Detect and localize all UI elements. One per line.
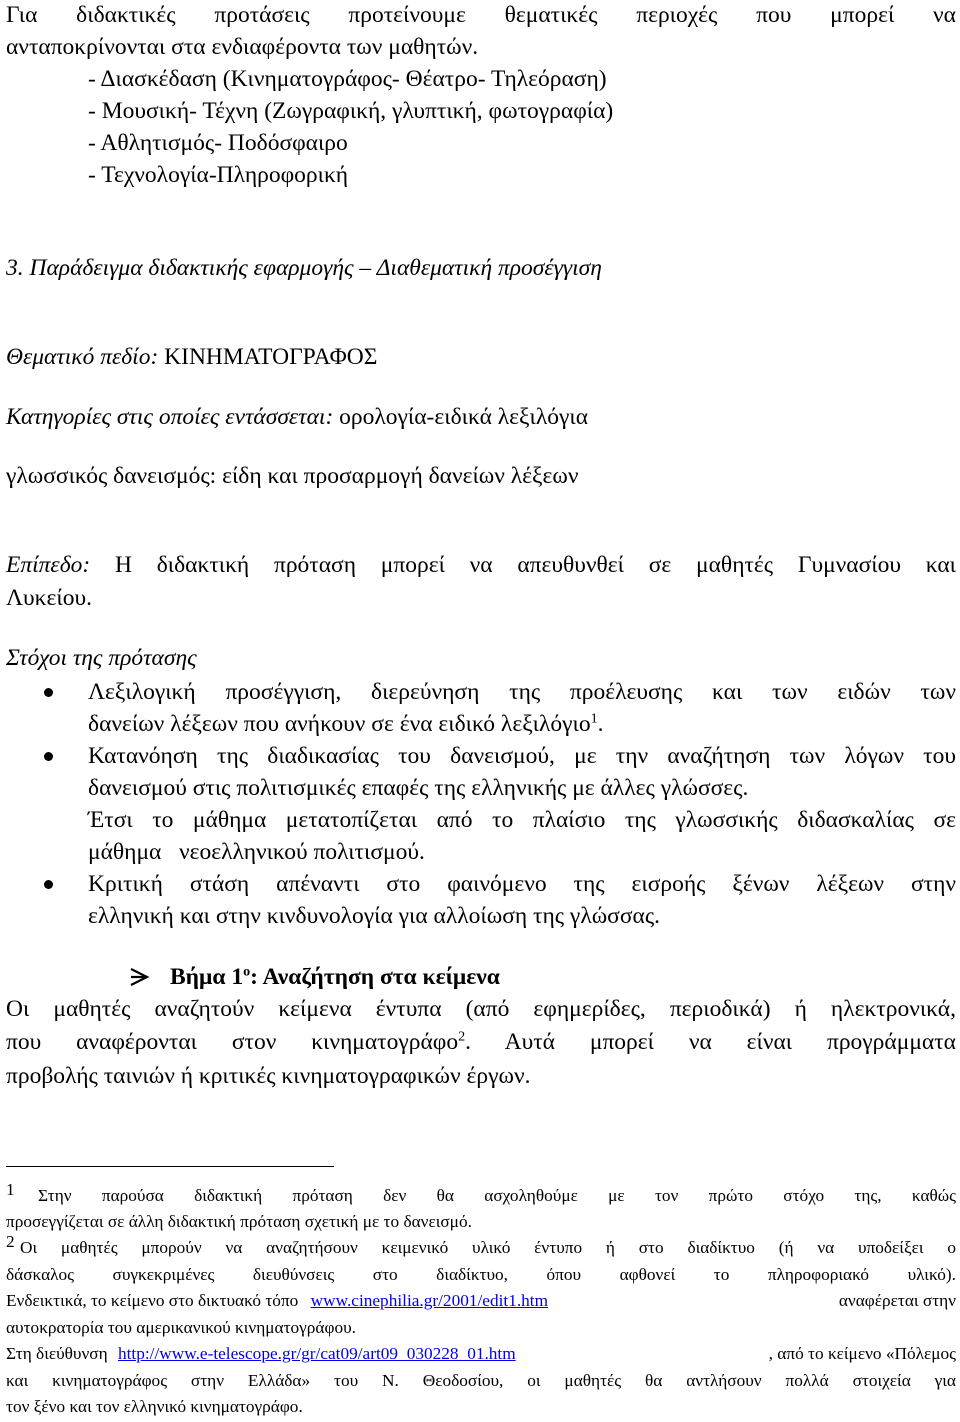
goal-3-line-2: ελληνική και στην κινδυνολογία για αλλοίωση της γλώσσας. xyxy=(88,903,661,929)
bullet-icon xyxy=(44,688,53,697)
footnote-ref-1: 1 xyxy=(590,710,598,727)
topic-item: - Μουσική- Τέχνη (Ζωγραφική, γλυπτική, φωτογραφία) xyxy=(88,98,614,124)
footnote-2-line-2: δάσκαλος συγκεκριμένες διευθύνσεις στο διαδίκτυο, όπου αφθονεί το πληροφοριακό υλικό). xyxy=(6,1265,956,1284)
e-telescope-link[interactable]: http://www.e-telescope.gr/gr/cat09/art09_030228_01.htm xyxy=(117,1344,516,1363)
categories-line xyxy=(6,402,588,432)
level-label: Επίπεδο: xyxy=(6,552,91,578)
goals-heading: Στόχοι της πρότασης xyxy=(6,645,197,671)
goal-2-line-4: μάθημα νεοελληνικού πολιτισμού. xyxy=(88,839,425,865)
footnote-2-line-4: αυτοκρατορία του αμερικανικού κινηματογράφου. xyxy=(6,1318,356,1337)
bullet-icon xyxy=(44,880,53,889)
step-title: : Αναζήτηση στα κείμενα xyxy=(250,964,500,990)
footnote-2-line-6: και κινηματογράφος στην Ελλάδα» του Ν. Θεοδοσίου, οι μαθητές θα αντλήσουν πολλά στοιχεία για xyxy=(6,1371,956,1390)
footnote-1-line-1: Στην παρούσα διδακτική πρόταση δεν θα ασχοληθούμε με τον πρώτο στόχο της, καθώς xyxy=(38,1186,956,1205)
field-label: Θεματικό πεδίο: xyxy=(6,344,159,370)
goal-3-line-1: Κριτική στάση απέναντι στο φαινόμενο της εισροής ξένων λέξεων στην xyxy=(88,871,956,897)
topic-item: - Αθλητισμός- Ποδόσφαιρο xyxy=(88,130,348,156)
intro-line-1: Για διδακτικές προτάσεις προτείνουμε θεματικές περιοχές που μπορεί να xyxy=(6,2,956,28)
step-1-line-1: Οι μαθητές αναζητούν κείμενα έντυπα (από εφημερίδες, περιοδικά) ή ηλεκτρονικά, xyxy=(6,996,956,1022)
level-value: Η διδακτική πρόταση μπορεί να απευθυνθεί σε μαθητές Γυμνασίου και xyxy=(114,552,957,578)
footnote-2-text: Στη διεύθυνση xyxy=(6,1344,108,1363)
step-ordinal: ο xyxy=(243,963,251,980)
step-1-text-b: . Αυτά μπορεί να είναι προγράμματα xyxy=(465,1029,956,1055)
step-1-line-2 xyxy=(6,1027,956,1057)
cinephilia-link[interactable]: www.cinephilia.gr/2001/edit1.htm xyxy=(310,1291,549,1310)
footnote-ref-2: 2 xyxy=(458,1028,466,1045)
categories-label: Κατηγορίες στις οποίες εντάσσεται: xyxy=(6,404,334,430)
level-line-2: Λυκείου. xyxy=(6,585,92,611)
categories-value: ορολογία-ειδικά λεξιλόγια xyxy=(339,404,589,430)
goal-2-line-2: δανεισμού στις πολιτισμικές επαφές της ελληνικής με άλλες γλώσσες. xyxy=(88,775,749,801)
categories-line-2: γλωσσικός δανεισμός: είδη και προσαρμογή δανείων λέξεων xyxy=(6,463,579,489)
goal-1-text: δανείων λέξεων που ανήκουν σε ένα ειδικό λεξιλόγιο xyxy=(88,711,591,737)
footnote-2-text: Ενδεικτικά, το κείμενο στο δικτυακό τόπο xyxy=(6,1291,299,1310)
arrow-bullet-icon xyxy=(128,966,150,988)
footnote-2-text-tail: , από το κείμενο «Πόλεμος xyxy=(768,1344,956,1363)
goal-2-line-3: Έτσι το μάθημα μετατοπίζεται από το πλαίσιο της γλωσσικής διδασκαλίας σε xyxy=(88,807,956,833)
level-line xyxy=(6,550,956,580)
step-1-heading xyxy=(170,962,500,992)
step-label: Βήμα 1 xyxy=(170,964,244,990)
bullet-icon xyxy=(44,752,53,761)
footnote-2-line-7: τον ξένο και τον ελληνικό κινηματογράφο. xyxy=(6,1397,303,1416)
footnote-separator xyxy=(6,1166,334,1167)
section-heading: 3. Παράδειγμα διδακτικής εφαρμογής – Διαθεματική προσέγγιση xyxy=(6,255,602,281)
goal-2-line-1: Κατανόηση της διαδικασίας του δανεισμού, με την αναζήτηση των λόγων του xyxy=(88,743,956,769)
footnote-2-line-3 xyxy=(6,1289,956,1313)
goal-1-line-2: δανείων λέξεων που ανήκουν σε ένα ειδικό λεξιλόγιο$^1$. xyxy=(88,710,604,737)
field-value: ΚΙΝΗΜΑΤΟΓΡΑΦΟΣ xyxy=(164,344,378,370)
goal-1-line-1: Λεξιλογική προσέγγιση, διερεύνηση της προέλευσης και των ειδών των xyxy=(88,679,956,705)
intro-line-2: ανταποκρίνονται στα ενδιαφέροντα των μαθητών. xyxy=(6,34,479,60)
thematic-field-line xyxy=(6,342,377,372)
footnote-1-number: 1 xyxy=(6,1180,15,1199)
topic-item: - Διασκέδαση (Κινηματογράφος- Θέατρο- Τηλεόραση) xyxy=(88,66,607,92)
footnote-2-number: 2 xyxy=(6,1232,15,1251)
footnote-2-text-end: αναφέρεται στην xyxy=(838,1291,956,1310)
step-1-text-a: που αναφέρονται στον κινηματογράφο xyxy=(6,1029,459,1055)
footnote-2-line-5 xyxy=(6,1342,956,1366)
step-1-line-3: προβολής ταινιών ή κριτικές κινηματογραφικών έργων. xyxy=(6,1063,531,1089)
topic-item: - Τεχνολογία-Πληροφορική xyxy=(88,162,349,188)
footnote-1-line-2: προσεγγίζεται σε άλλη διδακτική πρόταση σχετική με το δανεισμό. xyxy=(6,1212,472,1231)
footnote-2-line-1: Οι μαθητές μπορούν να αναζητήσουν κειμενικό υλικό έντυπο ή στο διαδίκτυο (ή να υποδείξει ο xyxy=(20,1238,956,1257)
